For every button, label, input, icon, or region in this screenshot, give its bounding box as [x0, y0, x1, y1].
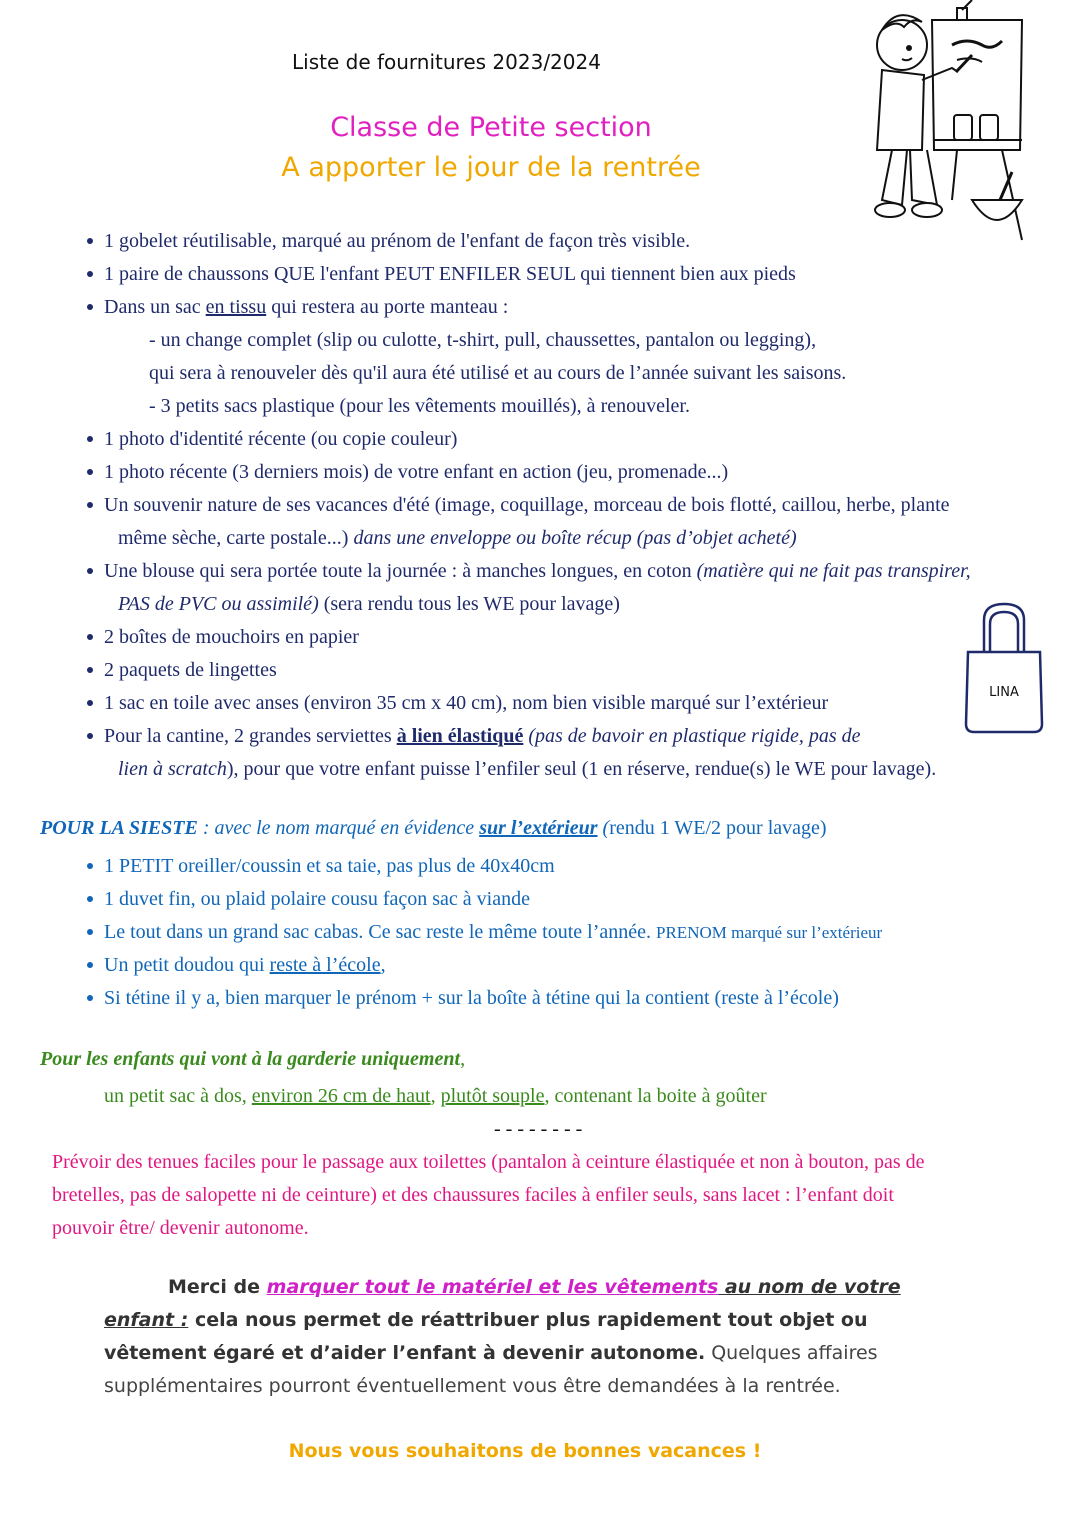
footer-message: Nous vous souhaitons de bonnes vacances !	[288, 1440, 762, 1462]
list-item: 1 PETIT oreiller/coussin et sa taie, pas plus de 40x40cm	[104, 855, 555, 877]
list-item: 1 paire de chaussons QUE l'enfant PEUT ENFILER SEUL qui tiennent bien aux pieds	[104, 263, 796, 285]
list-item: Si tétine il y a, bien marquer le prénom + sur la boîte à tétine qui la contient (reste à l’école)	[104, 987, 839, 1009]
class-title: Classe de Petite section	[330, 112, 652, 143]
sub-item: - un change complet (slip ou culotte, t-shirt, pull, chaussettes, pantalon ou legging),	[149, 329, 817, 351]
merci-line: Merci de marquer tout le matériel et les vêtements au nom de votre	[168, 1276, 901, 1298]
bullet	[87, 502, 93, 508]
subtitle: A apporter le jour de la rentrée	[281, 152, 701, 183]
document-title: Liste de fournitures 2023/2024	[292, 50, 601, 74]
list-item: 1 sac en toile avec anses (environ 35 cm x 40 cm), nom bien visible marqué sur l’extérieur	[104, 692, 829, 714]
bullet	[87, 634, 93, 640]
list-item: 1 photo d'identité récente (ou copie couleur)	[104, 428, 458, 450]
list-item-continued: même sèche, carte postale...) dans une enveloppe ou boîte récup (pas d’objet acheté)	[118, 527, 797, 549]
bullet	[87, 238, 93, 244]
bullet	[87, 929, 93, 935]
list-item: Dans un sac en tissu qui restera au porte manteau :	[104, 296, 509, 318]
merci-line: enfant : cela nous permet de réattribuer plus rapidement tout objet ou	[104, 1309, 868, 1331]
tote-bag-illustration	[962, 600, 1046, 736]
list-item: 2 boîtes de mouchoirs en papier	[104, 626, 359, 648]
sub-item: qui sera à renouveler dès qu'il aura été utilisé et au cours de l’année suivant les saisons.	[149, 362, 847, 384]
list-item: Pour la cantine, 2 grandes serviettes à lien élastiqué (pas de bavoir en plastique rigide, pas de	[104, 725, 861, 747]
bullet	[87, 436, 93, 442]
bullet	[87, 896, 93, 902]
bullet	[87, 469, 93, 475]
merci-line: vêtement égaré et d’aider l’enfant à devenir autonome. Quelques affaires	[104, 1342, 878, 1364]
list-item: 1 gobelet réutilisable, marqué au prénom de l'enfant de façon très visible.	[104, 230, 691, 252]
bullet	[87, 863, 93, 869]
bullet	[87, 271, 93, 277]
bullet	[87, 733, 93, 739]
garderie-text: un petit sac à dos, environ 26 cm de haut, plutôt souple, contenant la boite à goûter	[104, 1085, 767, 1107]
paragraph-line: bretelles, pas de salopette ni de ceinture) et des chaussures faciles à enfiler seuls, sans lacet : l’enfant doit	[52, 1184, 894, 1206]
child-painting-illustration	[862, 0, 1032, 245]
list-item: 2 paquets de lingettes	[104, 659, 277, 681]
bullet	[87, 995, 93, 1001]
list-item: Une blouse qui sera portée toute la journée : à manches longues, en coton (matière qui ne fait pas transpirer,	[104, 560, 971, 582]
sub-item: - 3 petits sacs plastique (pour les vêtements mouillés), à renouveler.	[149, 395, 690, 417]
list-item: 1 photo récente (3 derniers mois) de votre enfant en action (jeu, promenade...)	[104, 461, 729, 483]
sieste-heading: POUR LA SIESTE : avec le nom marqué en évidence sur l’extérieur (rendu 1 WE/2 pour lavage)	[40, 817, 827, 839]
bullet	[87, 700, 93, 706]
merci-line: supplémentaires pourront éventuellement vous être demandées à la rentrée.	[104, 1375, 841, 1397]
paragraph-line: Prévoir des tenues faciles pour le passage aux toilettes (pantalon à ceinture élastiquée et non à bouton, pas de	[52, 1151, 925, 1173]
list-item: 1 duvet fin, ou plaid polaire cousu façon sac à viande	[104, 888, 530, 910]
separator: - - - - - - - -	[494, 1118, 583, 1140]
list-item: Le tout dans un grand sac cabas. Ce sac reste le même toute l’année. PRENOM marqué sur l’extérieur	[104, 921, 883, 943]
list-item-continued: lien à scratch), pour que votre enfant puisse l’enfiler seul (1 en réserve, rendue(s) le WE pour lavage).	[118, 758, 937, 780]
bullet	[87, 304, 93, 310]
list-item: Un souvenir nature de ses vacances d'été (image, coquillage, morceau de bois flotté, caillou, herbe, plante	[104, 494, 950, 516]
bullet	[87, 962, 93, 968]
paragraph-line: pouvoir être/ devenir autonome.	[52, 1217, 309, 1239]
bullet	[87, 568, 93, 574]
list-item: Un petit doudou qui reste à l’école,	[104, 954, 386, 976]
garderie-heading: Pour les enfants qui vont à la garderie uniquement,	[40, 1048, 466, 1070]
bullet	[87, 667, 93, 673]
list-item-continued: PAS de PVC ou assimilé) (sera rendu tous les WE pour lavage)	[118, 593, 620, 615]
bag-name-label: LINA	[989, 685, 1019, 700]
